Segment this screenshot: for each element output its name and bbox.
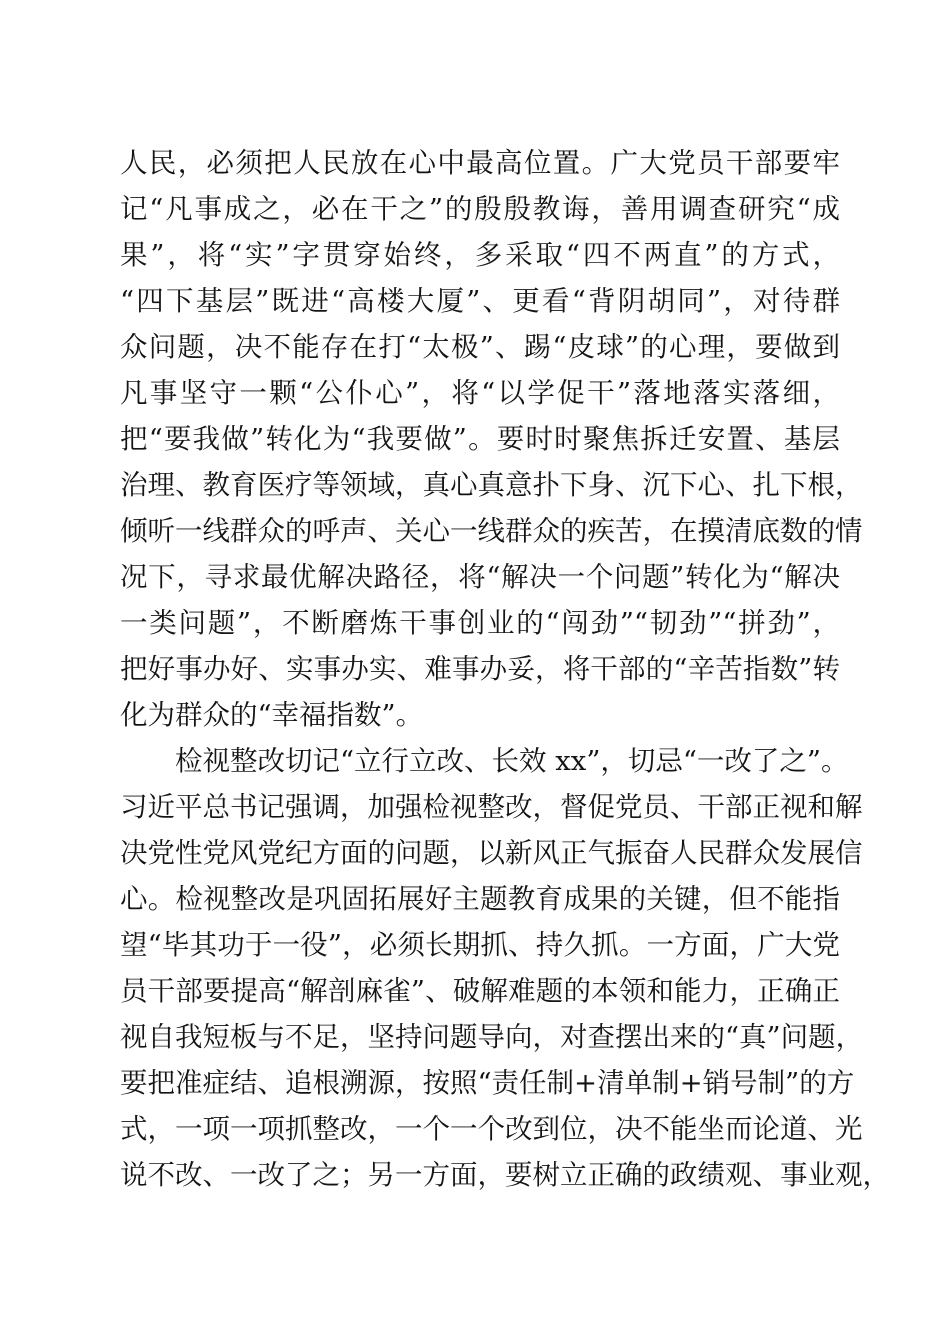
- paragraph-line: 一类问题”，不断磨炼干事创业的“闯劲”“韧劲”“拼劲”，: [120, 607, 840, 639]
- paragraph-line: 员干部要提高“解剖麻雀”、破解难题的本领和能力，正确正: [120, 975, 840, 1007]
- paragraph-2: [120, 738, 890, 1198]
- paragraph-line: “四下基层”既进“高楼大厦”、更看“背阴胡同”，对待群: [120, 285, 840, 317]
- paragraph-1: [120, 140, 863, 738]
- paragraph-line: 把“要我做”转化为“我要做”。要时时聚焦拆迁安置、基层: [120, 423, 840, 455]
- paragraph-line: 倾听一线群众的呼声、关心一线群众的疾苦，在摸清底数的情: [120, 515, 863, 547]
- paragraph-line: 把好事办好、实事办实、难事办妥，将干部的“辛苦指数”转: [120, 653, 840, 685]
- paragraph-line: 治理、教育医疗等领域，真心真意扑下身、沉下心、扎下根，: [120, 469, 863, 501]
- paragraph-line: 况下，寻求最优解决路径，将“解决一个问题”转化为“解决: [120, 561, 840, 593]
- paragraph-line: 习近平总书记强调，加强检视整改，督促党员、干部正视和解: [120, 791, 863, 823]
- paragraph-line: 望“毕其功于一役”，必须长期抓、持久抓。一方面，广大党: [120, 929, 840, 961]
- paragraph-line: 众问题，决不能存在打“太极”、踢“皮球”的心理，要做到: [120, 331, 840, 363]
- paragraph-line: 凡事坚守一颗“公仆心”，将“以学促干”落地落实落细，: [120, 377, 840, 409]
- paragraph-line: 人民，必须把人民放在心中最高位置。广大党员干部要牢: [120, 147, 840, 179]
- paragraph-line: 决党性党风党纪方面的问题，以新风正气振奋人民群众发展信: [120, 837, 863, 869]
- paragraph-line: 视自我短板与不足，坚持问题导向，对查摆出来的“真”问题，: [120, 1021, 864, 1053]
- paragraph-line: 心。检视整改是巩固拓展好主题教育成果的关键，但不能指: [120, 883, 840, 915]
- paragraph-line: 检视整改切记“立行立改、长效 xx”，切忌“一改了之”。: [175, 745, 849, 777]
- paragraph-line: 式，一项一项抓整改，一个一个改到位，决不能坐而论道、光: [120, 1113, 863, 1145]
- paragraph-line: 要把准症结、追根溯源，按照“责任制+清单制+销号制”的方: [120, 1067, 855, 1099]
- paragraph-line: 化为群众的“幸福指数”。: [120, 699, 424, 731]
- paragraph-line: 记“凡事成之，必在干之”的殷殷教诲，善用调查研究“成: [120, 193, 840, 225]
- paragraph-line: 说不改、一改了之；另一方面，要树立正确的政绩观、事业观，: [120, 1159, 890, 1191]
- paragraph-line: 果”，将“实”字贯穿始终，多采取“四不两直”的方式，: [120, 239, 840, 271]
